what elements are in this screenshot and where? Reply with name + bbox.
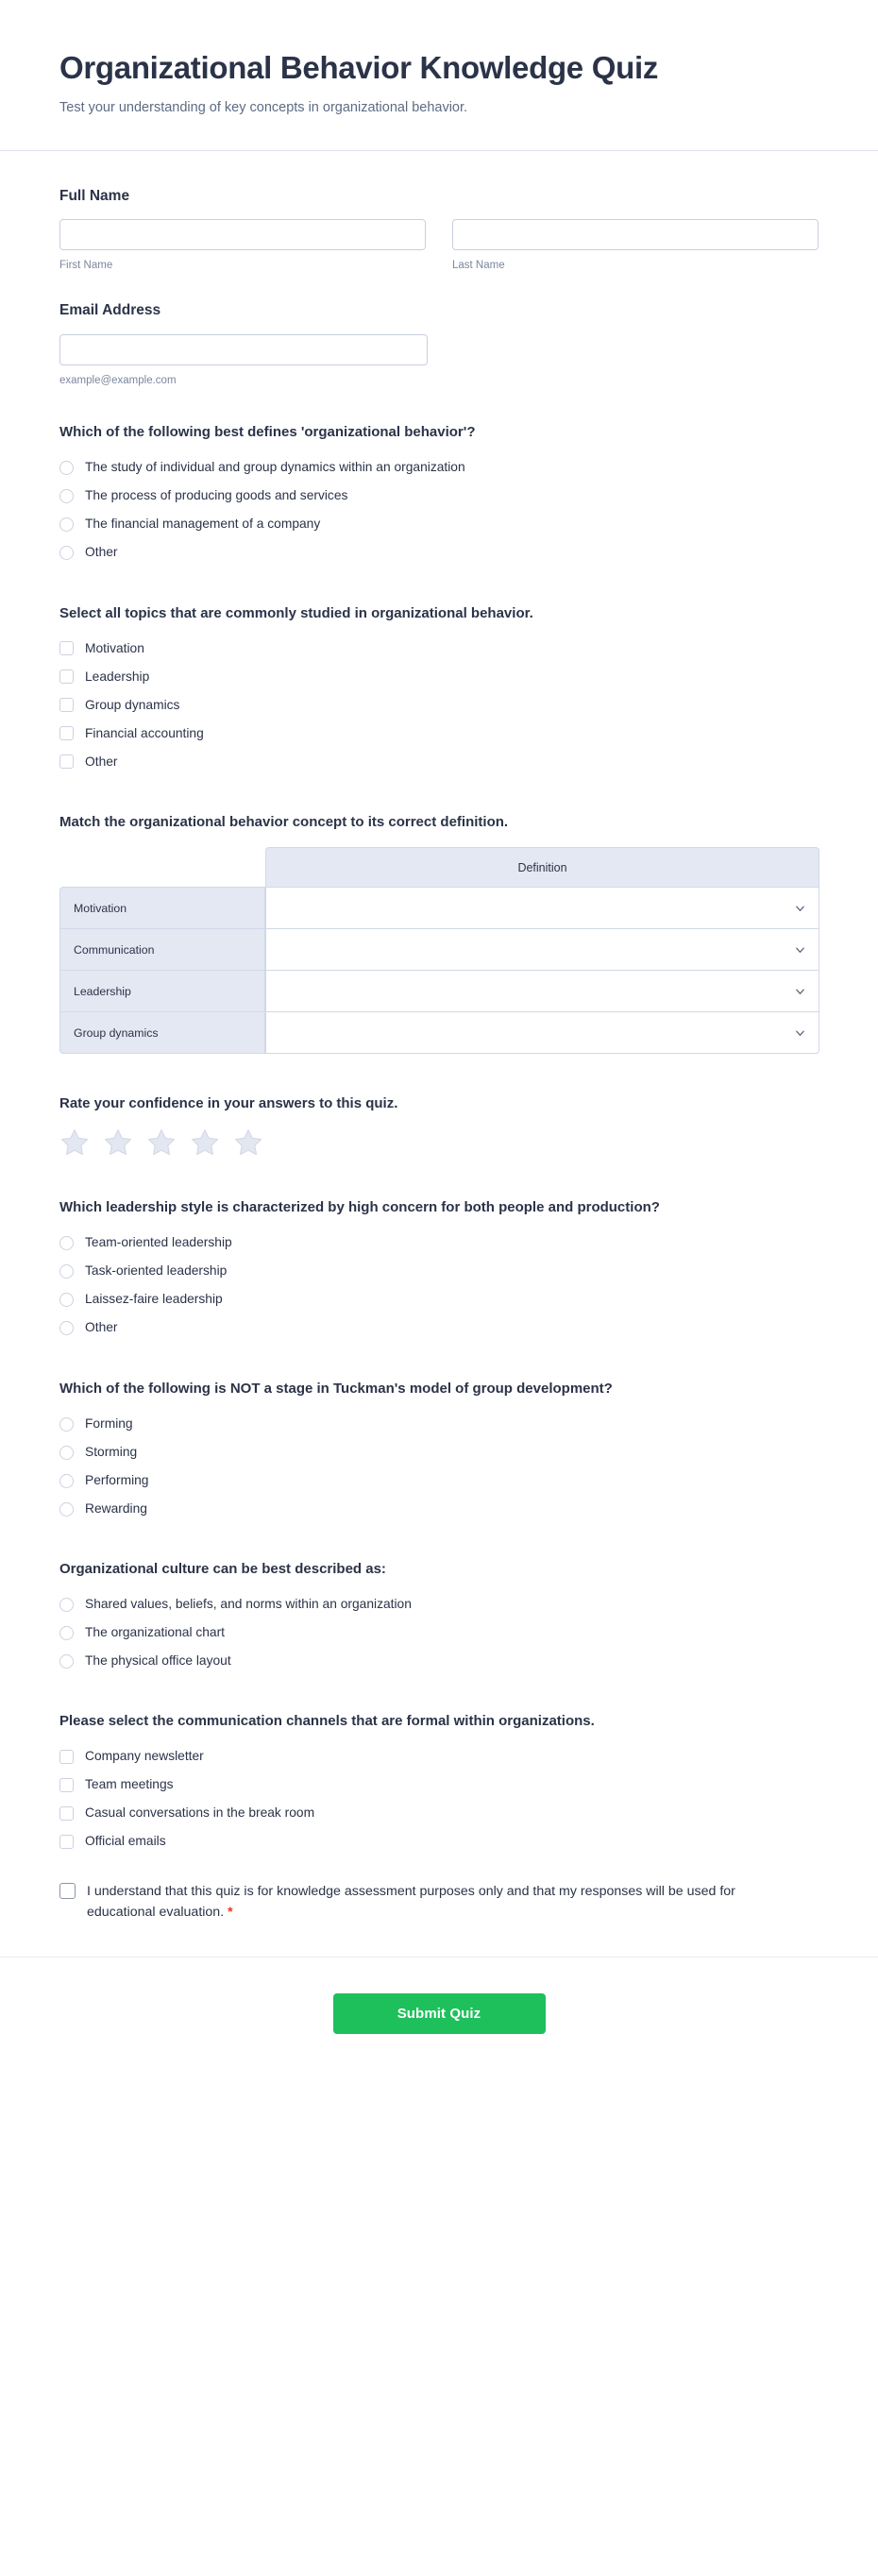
matrix-column-header: Definition (265, 847, 819, 887)
radio-option-label: Performing (85, 1472, 149, 1487)
first-name-sub-label: First Name (59, 260, 113, 272)
matrix-select-cell[interactable] (265, 928, 819, 970)
chevron-down-icon[interactable] (795, 903, 805, 913)
consent-label: I understand that this quiz is for knowledge assessment purposes only and that my responses will be used for educational evaluation. (87, 1883, 735, 1920)
definition-select[interactable] (266, 888, 819, 928)
matrix-row-label: Motivation (59, 887, 265, 928)
question-topics (59, 603, 819, 772)
radio-icon[interactable] (59, 1236, 74, 1250)
star-icon[interactable] (103, 1128, 133, 1158)
match-matrix (59, 847, 819, 1054)
checkbox-icon[interactable] (59, 754, 74, 769)
radio-option-label: The physical office layout (85, 1653, 231, 1669)
question-culture-label: Organizational culture can be best described as: (59, 1561, 386, 1578)
matrix-row-label: Group dynamics (59, 1011, 265, 1054)
radio-option[interactable] (59, 458, 819, 479)
email-label: Email Address (59, 302, 161, 319)
matrix-header-row (59, 847, 819, 887)
checkbox-option[interactable] (59, 1747, 819, 1768)
consent-text (87, 1881, 739, 1923)
checkbox-option-label: Other (85, 754, 118, 769)
radio-option-label: Shared values, beliefs, and norms within an organization (85, 1597, 412, 1612)
radio-icon[interactable] (59, 1264, 74, 1279)
radio-option[interactable] (59, 486, 819, 507)
form-footer (0, 1957, 878, 2077)
radio-option[interactable] (59, 1414, 819, 1434)
question-match (59, 812, 819, 1054)
chevron-down-icon[interactable] (795, 1027, 805, 1038)
radio-icon[interactable] (59, 1502, 74, 1517)
star-icon[interactable] (59, 1128, 90, 1158)
radio-option-label: Other (85, 1320, 118, 1335)
radio-option-label: Forming (85, 1415, 133, 1431)
radio-option-label: Task-oriented leadership (85, 1263, 228, 1279)
radio-option-label: Other (85, 545, 118, 560)
matrix-row-label: Leadership (59, 970, 265, 1011)
checkbox-option-label: Team meetings (85, 1777, 174, 1792)
radio-option[interactable] (59, 1290, 819, 1311)
email-field (59, 301, 819, 388)
matrix-select-cell[interactable] (265, 1011, 819, 1054)
first-name-col (59, 219, 426, 273)
question-definition (59, 422, 819, 563)
radio-option[interactable] (59, 1594, 819, 1615)
checkbox-option-label: Financial accounting (85, 725, 204, 740)
first-name-input[interactable] (59, 219, 426, 250)
match-matrix-wrap (59, 847, 819, 1054)
checkbox-option-label: Official emails (85, 1834, 166, 1849)
radio-option[interactable] (59, 1470, 819, 1491)
definition-select[interactable] (266, 971, 819, 1011)
radio-option-other[interactable] (59, 543, 819, 564)
matrix-select-cell[interactable] (265, 887, 819, 928)
radio-option-label: Team-oriented leadership (85, 1235, 232, 1250)
radio-icon[interactable] (59, 489, 74, 503)
checkbox-option[interactable] (59, 638, 819, 659)
question-topics-label: Select all topics that are commonly studied in organizational behavior. (59, 604, 533, 621)
consent-field[interactable] (59, 1881, 739, 1923)
chevron-down-icon[interactable] (795, 944, 805, 955)
question-tuckman-label: Which of the following is NOT a stage in Tuckman's model of group development? (59, 1380, 613, 1397)
consent-checkbox-icon[interactable] (59, 1883, 76, 1899)
page-title: Organizational Behavior Knowledge Quiz (59, 50, 659, 85)
checkbox-option-other[interactable] (59, 752, 819, 772)
checkbox-icon[interactable] (59, 641, 74, 655)
question-channels (59, 1711, 819, 1852)
definition-select[interactable] (266, 1012, 819, 1053)
checkbox-option-label: Motivation (85, 640, 144, 655)
matrix-row-label: Communication (59, 928, 265, 970)
radio-option-label: The organizational chart (85, 1625, 226, 1640)
question-leadership-label: Which leadership style is characterized by high concern for both people and production? (59, 1199, 660, 1216)
question-definition-label: Which of the following best defines 'organizational behavior'? (59, 424, 476, 441)
question-topics-options (59, 638, 819, 772)
submit-quiz-button[interactable]: Submit Quiz (333, 1993, 546, 2034)
radio-icon[interactable] (59, 461, 74, 475)
radio-option-label: The process of producing goods and services (85, 488, 348, 503)
star-rating[interactable] (59, 1128, 819, 1158)
checkbox-icon[interactable] (59, 1778, 74, 1792)
required-marker: * (228, 1903, 233, 1919)
form-header (0, 0, 878, 150)
question-leadership-options (59, 1233, 819, 1339)
checkbox-option[interactable] (59, 1832, 819, 1853)
radio-icon[interactable] (59, 517, 74, 532)
definition-select[interactable] (266, 929, 819, 970)
checkbox-option-label: Casual conversations in the break room (85, 1805, 315, 1821)
chevron-down-icon[interactable] (795, 986, 805, 996)
radio-option[interactable] (59, 1622, 819, 1643)
radio-option[interactable] (59, 1262, 819, 1282)
radio-option-label: Rewarding (85, 1500, 147, 1516)
checkbox-option[interactable] (59, 695, 819, 716)
radio-icon[interactable] (59, 1417, 74, 1432)
radio-option[interactable] (59, 1651, 819, 1671)
table-row (59, 1011, 819, 1054)
page-subtitle: Test your understanding of key concepts in organizational behavior. (59, 100, 468, 116)
question-culture (59, 1559, 819, 1671)
checkbox-option-label: Group dynamics (85, 697, 180, 712)
question-definition-options (59, 458, 819, 564)
radio-option-label: The study of individual and group dynamics within an organization (85, 460, 465, 475)
star-icon[interactable] (190, 1128, 220, 1158)
matrix-corner-cell (59, 847, 265, 887)
radio-option[interactable] (59, 1233, 819, 1254)
full-name-row (59, 219, 819, 273)
checkbox-option[interactable] (59, 1804, 819, 1824)
last-name-col (452, 219, 819, 273)
radio-icon[interactable] (59, 1446, 74, 1460)
last-name-sub-label: Last Name (452, 260, 505, 272)
checkbox-option-label: Company newsletter (85, 1749, 204, 1764)
last-name-input[interactable] (452, 219, 819, 250)
radio-option-other[interactable] (59, 1318, 819, 1339)
full-name-label: Full Name (59, 187, 130, 204)
checkbox-option[interactable] (59, 667, 819, 687)
star-icon[interactable] (146, 1128, 177, 1158)
checkbox-option-label: Leadership (85, 669, 150, 684)
checkbox-option[interactable] (59, 723, 819, 744)
radio-icon[interactable] (59, 1293, 74, 1307)
question-channels-options (59, 1747, 819, 1853)
form-body (0, 151, 878, 1923)
table-row (59, 970, 819, 1011)
question-culture-options (59, 1594, 819, 1671)
radio-option[interactable] (59, 515, 819, 535)
question-tuckman-options (59, 1414, 819, 1519)
radio-icon[interactable] (59, 1626, 74, 1640)
question-rating (59, 1093, 819, 1158)
radio-icon[interactable] (59, 1654, 74, 1669)
radio-icon[interactable] (59, 1321, 74, 1335)
checkbox-icon[interactable] (59, 1835, 74, 1849)
radio-option-label: Storming (85, 1444, 138, 1459)
checkbox-icon[interactable] (59, 698, 74, 712)
question-tuckman (59, 1379, 819, 1519)
full-name-field (59, 187, 819, 274)
star-icon[interactable] (233, 1128, 263, 1158)
radio-option[interactable] (59, 1442, 819, 1463)
radio-option-label: The financial management of a company (85, 517, 321, 532)
radio-icon[interactable] (59, 546, 74, 560)
checkbox-icon[interactable] (59, 1806, 74, 1821)
table-row (59, 887, 819, 928)
checkbox-option[interactable] (59, 1775, 819, 1796)
email-sub-label: example@example.com (59, 375, 177, 387)
checkbox-icon[interactable] (59, 1750, 74, 1764)
checkbox-icon[interactable] (59, 669, 74, 684)
radio-option-label: Laissez-faire leadership (85, 1292, 223, 1307)
radio-option[interactable] (59, 1499, 819, 1519)
question-leadership (59, 1197, 819, 1338)
email-input[interactable] (59, 334, 428, 365)
matrix-select-cell[interactable] (265, 970, 819, 1011)
question-channels-label: Please select the communication channels that are formal within organizations. (59, 1713, 595, 1730)
question-match-label: Match the organizational behavior concept to its correct definition. (59, 813, 509, 830)
radio-icon[interactable] (59, 1474, 74, 1488)
question-rating-label: Rate your confidence in your answers to this quiz. (59, 1095, 398, 1112)
checkbox-icon[interactable] (59, 726, 74, 740)
table-row (59, 928, 819, 970)
email-col (59, 334, 428, 388)
radio-icon[interactable] (59, 1598, 74, 1612)
